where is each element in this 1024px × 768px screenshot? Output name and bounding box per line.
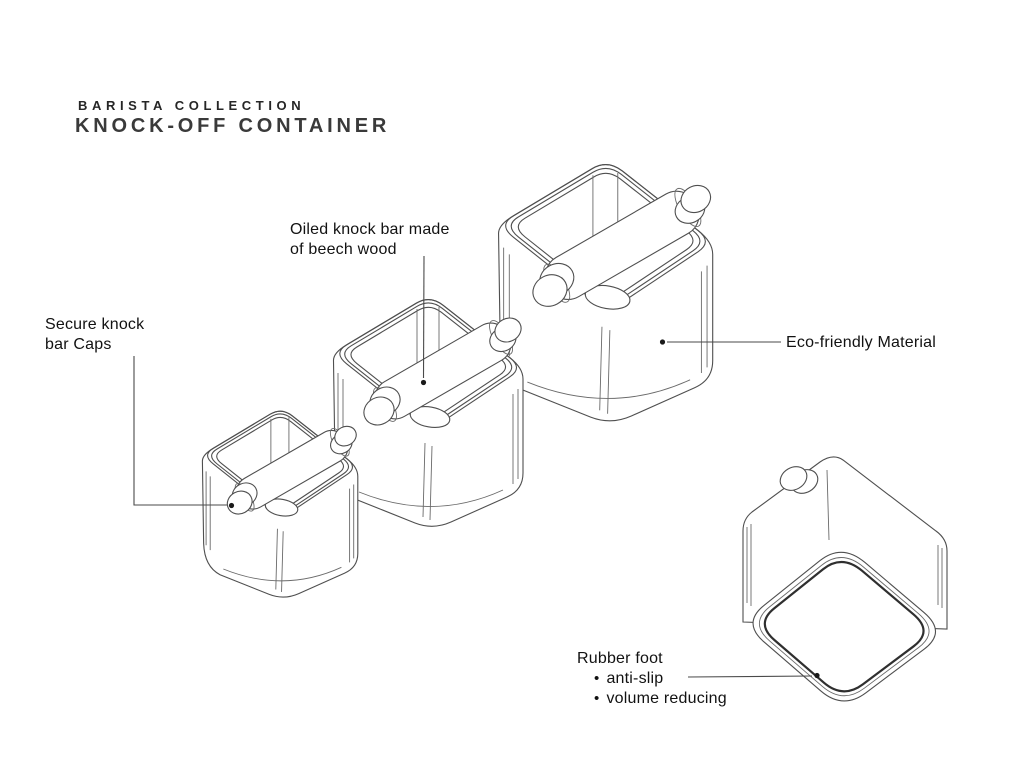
rubber-foot-feature xyxy=(577,669,727,689)
collection-label: BARISTA COLLECTION xyxy=(78,98,306,113)
leader-knock-bar xyxy=(424,256,425,378)
callout-material: Eco-friendly Material xyxy=(786,334,937,351)
bullet-icon: • xyxy=(594,690,600,707)
rubber-foot-feature-label: anti-slip xyxy=(606,670,664,687)
knock-box-medium xyxy=(333,300,528,527)
page-title: KNOCK-OFF CONTAINER xyxy=(75,115,391,137)
callout-caps: Secure knock bar Caps xyxy=(45,316,145,353)
callout-knock-bar: Oiled knock bar made of beech wood xyxy=(290,221,450,258)
rubber-foot-feature-label: volume reducing xyxy=(606,690,727,707)
rubber-foot-title: Rubber foot xyxy=(577,650,663,667)
callout-rubber-foot xyxy=(577,649,727,709)
knock-box-small xyxy=(202,411,362,597)
leader-material-dot xyxy=(660,339,665,344)
leader-caps-dot xyxy=(229,503,234,508)
leader-knock-bar-dot xyxy=(421,380,426,385)
leader-foot-dot xyxy=(814,673,819,678)
knock-box-large xyxy=(499,165,719,421)
knock-box-bottom-view xyxy=(743,457,947,701)
rubber-foot-feature xyxy=(577,689,727,709)
bullet-icon: • xyxy=(594,670,600,687)
